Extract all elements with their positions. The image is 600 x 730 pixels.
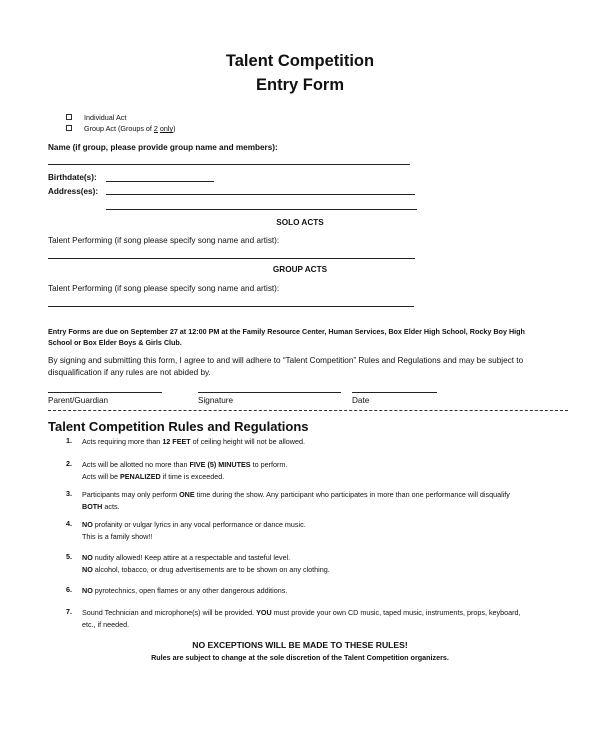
individual-checkbox[interactable] [66,114,72,120]
signature-line[interactable] [198,392,341,393]
section-divider [48,410,568,411]
solo-talent-label: Talent Performing (if song please specify song name and artist): [48,236,280,245]
address-field-2[interactable] [106,209,417,210]
name-label: Name (if group, please provide group name and members): [48,143,278,152]
name-field[interactable] [48,164,410,165]
page-subtitle: Entry Form [255,76,344,94]
address-field-1[interactable] [106,194,415,195]
agree-line-2: disqualification if any rules are not abided by. [48,368,211,377]
rules-title: Talent Competition Rules and Regulations [48,419,309,434]
due-line-1: Entry Forms are due on September 27 at 12:00 PM at the Family Resource Center, Human Services, Box Elder High School, Rocky Boy High [48,327,525,336]
birthdate-label: Birthdate(s): [48,173,97,182]
address-label: Address(es): [48,187,99,196]
no-exceptions-notice: NO EXCEPTIONS WILL BE MADE TO THESE RULES! [192,640,408,650]
group-talent-field[interactable] [48,306,414,307]
agree-line-1: By signing and submitting this form, I agree to and will adhere to “Talent Competition” Rules and Regulations and may be subject to [48,356,524,365]
solo-talent-field[interactable] [48,258,415,259]
option-group[interactable] [66,124,176,133]
signature-label: Signature [198,396,234,405]
option-individual[interactable] [66,113,126,122]
group-heading: GROUP ACTS [272,265,328,274]
solo-heading: SOLO ACTS [276,218,324,227]
individual-label: Individual Act [84,113,127,122]
rules-change-notice: Rules are subject to change at the sole discretion of the Talent Competition organizers. [151,653,449,662]
due-line-2: School or Box Elder Boys & Girls Club. [48,338,182,347]
group-talent-label: Talent Performing (if song please specify song name and artist): [48,284,280,293]
parent-guardian-line[interactable] [48,392,162,393]
parent-guardian-label: Parent/Guardian [48,396,109,405]
date-label: Date [352,396,370,405]
date-line[interactable] [352,392,437,393]
page-title: Talent Competition [225,52,375,70]
birthdate-field[interactable] [106,181,214,182]
group-checkbox[interactable] [66,125,72,131]
group-label: Group Act (Groups of 2 only) [84,124,176,133]
